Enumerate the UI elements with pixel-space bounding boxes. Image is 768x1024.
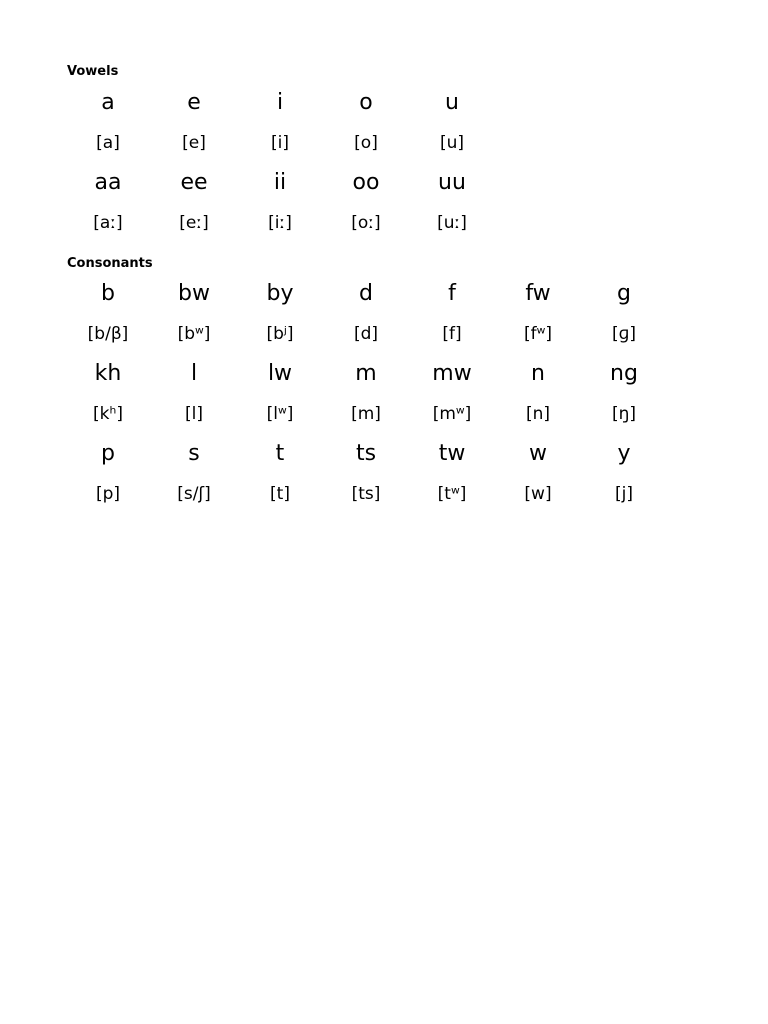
empty-cell xyxy=(581,120,667,166)
letter-cell: tw xyxy=(438,441,466,466)
empty-cell xyxy=(495,200,581,246)
ipa-cell: [p] xyxy=(95,484,121,504)
ipa-cell: [u] xyxy=(439,133,465,153)
ipa-cell: [e] xyxy=(182,133,206,153)
letter-cell: o xyxy=(359,90,373,115)
vowels-section-title: Vowels xyxy=(67,64,119,79)
letter-cell: p xyxy=(101,441,115,466)
letter-cell: ng xyxy=(610,361,638,386)
ipa-cell: [bʷ] xyxy=(177,324,211,344)
ipa-cell: [eː] xyxy=(179,213,209,233)
ipa-cell: [j] xyxy=(615,484,633,504)
consonants-section-title: Consonants xyxy=(67,256,153,271)
letter-cell: ii xyxy=(273,170,287,195)
empty-cell xyxy=(495,120,581,166)
ipa-cell: [ŋ] xyxy=(611,404,637,424)
letter-cell: fw xyxy=(525,281,551,306)
ipa-cell: [m] xyxy=(351,404,381,424)
letter-cell: u xyxy=(445,90,459,115)
letter-cell: oo xyxy=(352,170,380,195)
ipa-cell: [a] xyxy=(96,133,120,153)
letter-cell: ee xyxy=(180,170,208,195)
letter-cell: i xyxy=(276,90,284,115)
ipa-cell: [iː] xyxy=(268,213,292,233)
ipa-cell: [s/ʃ] xyxy=(177,484,211,504)
ipa-cell: [b/β] xyxy=(87,324,129,344)
letter-cell: a xyxy=(101,90,115,115)
ipa-cell: [i] xyxy=(271,133,289,153)
empty-cell xyxy=(581,86,667,120)
letter-cell: g xyxy=(617,281,631,306)
ipa-cell: [uː] xyxy=(437,213,467,233)
ipa-cell: [kʰ] xyxy=(93,404,123,424)
letter-cell: d xyxy=(359,281,373,306)
ipa-cell: [f] xyxy=(442,324,462,344)
letter-cell: t xyxy=(275,441,285,466)
ipa-cell: [ts] xyxy=(351,484,381,504)
letter-cell: y xyxy=(617,441,631,466)
letter-cell: l xyxy=(190,361,198,386)
letter-cell: n xyxy=(531,361,545,386)
letter-cell: aa xyxy=(94,170,122,195)
letter-cell: ts xyxy=(355,441,377,466)
ipa-cell: [mʷ] xyxy=(432,404,472,424)
consonant-grid xyxy=(65,277,667,517)
letter-cell: e xyxy=(187,90,201,115)
ipa-cell: [n] xyxy=(525,404,551,424)
empty-cell xyxy=(495,166,581,200)
letter-cell: kh xyxy=(94,361,122,386)
letter-cell: m xyxy=(355,361,377,386)
vowel-grid xyxy=(65,86,667,246)
letter-cell: f xyxy=(448,281,456,306)
letter-cell: uu xyxy=(438,170,466,195)
ipa-cell: [t] xyxy=(270,484,290,504)
ipa-cell: [bʲ] xyxy=(266,324,294,344)
ipa-cell: [lʷ] xyxy=(266,404,294,424)
letter-cell: s xyxy=(188,441,200,466)
letter-cell: by xyxy=(266,281,294,306)
ipa-cell: [aː] xyxy=(93,213,123,233)
ipa-cell: [ɡ] xyxy=(611,324,637,344)
letter-cell: mw xyxy=(432,361,472,386)
empty-cell xyxy=(495,86,581,120)
ipa-cell: [o] xyxy=(354,133,378,153)
empty-cell xyxy=(581,200,667,246)
empty-cell xyxy=(581,166,667,200)
letter-cell: b xyxy=(101,281,115,306)
ipa-cell: [l] xyxy=(185,404,203,424)
ipa-cell: [oː] xyxy=(351,213,381,233)
letter-cell: w xyxy=(529,441,547,466)
letter-cell: bw xyxy=(178,281,210,306)
letter-cell: lw xyxy=(267,361,293,386)
ipa-cell: [fʷ] xyxy=(523,324,552,344)
ipa-cell: [d] xyxy=(353,324,379,344)
ipa-cell: [tʷ] xyxy=(437,484,467,504)
ipa-cell: [w] xyxy=(524,484,552,504)
